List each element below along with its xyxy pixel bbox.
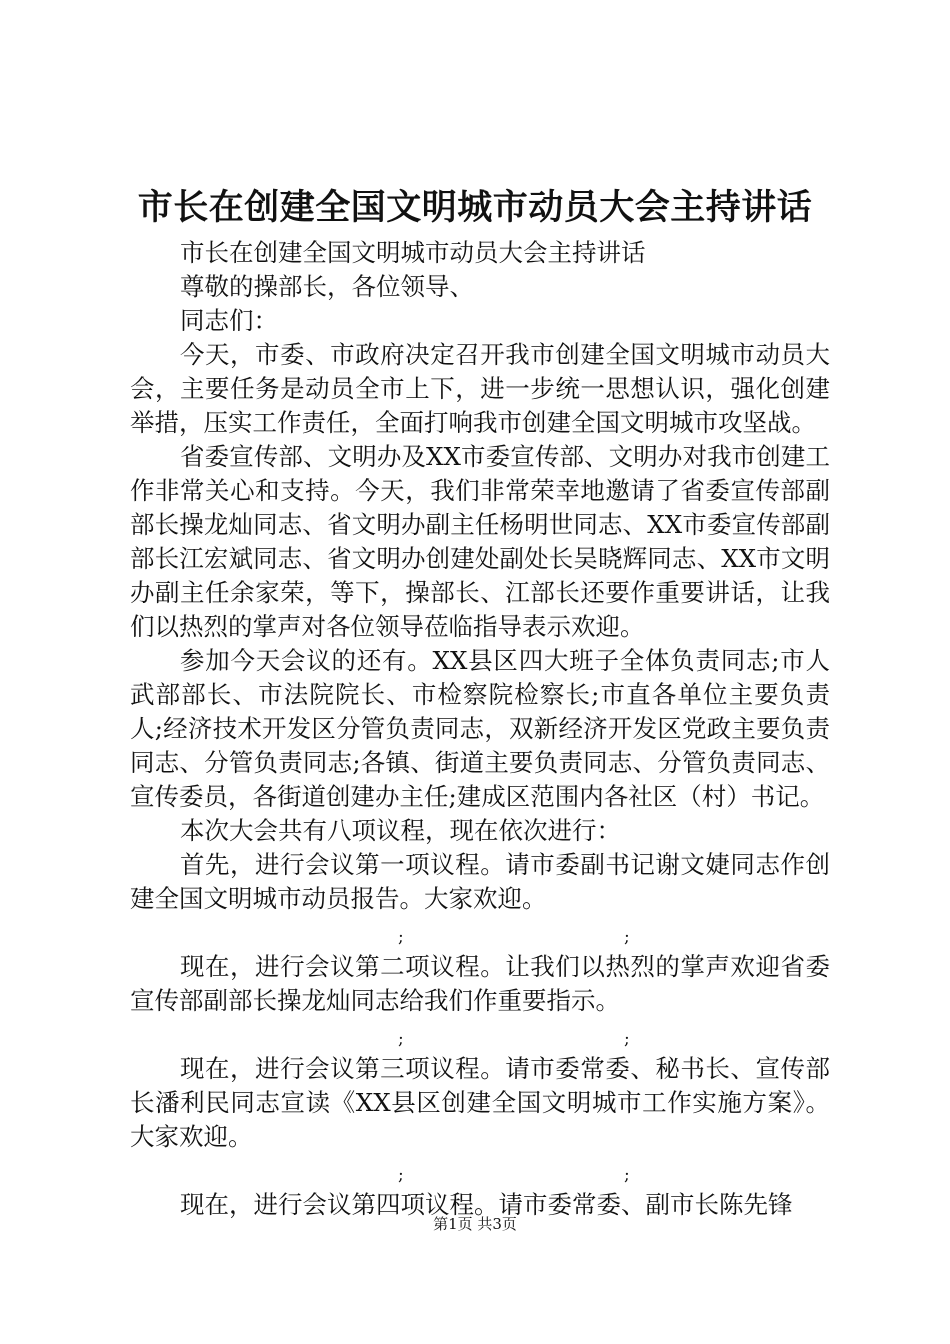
separator-mark: ; xyxy=(624,1029,630,1049)
paragraph-agenda-intro: 本次大会共有八项议程，现在依次进行： xyxy=(180,816,621,845)
separator-row xyxy=(130,916,830,950)
document-body xyxy=(130,236,830,1222)
separator-mark: ; xyxy=(624,1165,630,1185)
paragraph-agenda-item-1: 首先，进行会议第一项议程。请市委副书记谢文婕同志作创建全国文明城市动员报告。大家欢迎。 xyxy=(130,850,830,913)
paragraph-salutation: 尊敬的操部长，各位领导、 xyxy=(180,272,474,301)
document-title: 市长在创建全国文明城市动员大会主持讲话 xyxy=(137,188,813,228)
paragraph-attendees: 参加今天会议的还有。XX县区四大班子全体负责同志;市人武部部长、市法院院长、市检察院检察长;市直各单位主要负责人;经济技术开发区分管负责同志，双新经济开发区党政主要负责同志、分管负责同志;各镇、街道主要负责同志、分管负责同志、宣传委员，各街道创建办主任;建成区范围内各社区（村）书记。 xyxy=(130,646,830,811)
separator-mark: ; xyxy=(398,1165,404,1185)
separator-mark: ; xyxy=(624,927,630,947)
paragraph-salutation-2: 同志们： xyxy=(180,306,278,335)
separator-mark: ; xyxy=(398,927,404,947)
paragraph-agenda-item-3: 现在，进行会议第三项议程。请市委常委、秘书长、宣传部长潘利民同志宣读《XX县区创建全国文明城市工作实施方案》。大家欢迎。 xyxy=(130,1054,830,1151)
separator-row xyxy=(130,1154,830,1188)
paragraph-guests: 省委宣传部、文明办及XX市委宣传部、文明办对我市创建工作非常关心和支持。今天，我们非常荣幸地邀请了省委宣传部副部长操龙灿同志、省文明办副主任杨明世同志、XX市委宣传部副部长江宏斌同志、省文明办创建处副处长吴晓辉同志、XX市文明办副主任余家荣，等下，操部长、江部长还要作重要讲话，让我们以热烈的掌声对各位领导莅临指导表示欢迎。 xyxy=(130,442,830,641)
separator-mark: ; xyxy=(398,1029,404,1049)
paragraph-agenda-item-2: 现在，进行会议第二项议程。让我们以热烈的掌声欢迎省委宣传部副部长操龙灿同志给我们作重要指示。 xyxy=(130,952,830,1015)
paragraph-agenda-item-4: 现在，进行会议第四项议程。请市委常委、副市长陈先锋 xyxy=(180,1190,793,1219)
page-footer: 第1页 共3页 xyxy=(433,1215,517,1233)
paragraph-opening: 今天，市委、市政府决定召开我市创建全国文明城市动员大会，主要任务是动员全市上下，进一步统一思想认识，强化创建举措，压实工作责任，全面打响我市创建全国文明城市攻坚战。 xyxy=(130,340,830,437)
paragraph-heading: 市长在创建全国文明城市动员大会主持讲话 xyxy=(180,238,646,267)
separator-row xyxy=(130,1018,830,1052)
